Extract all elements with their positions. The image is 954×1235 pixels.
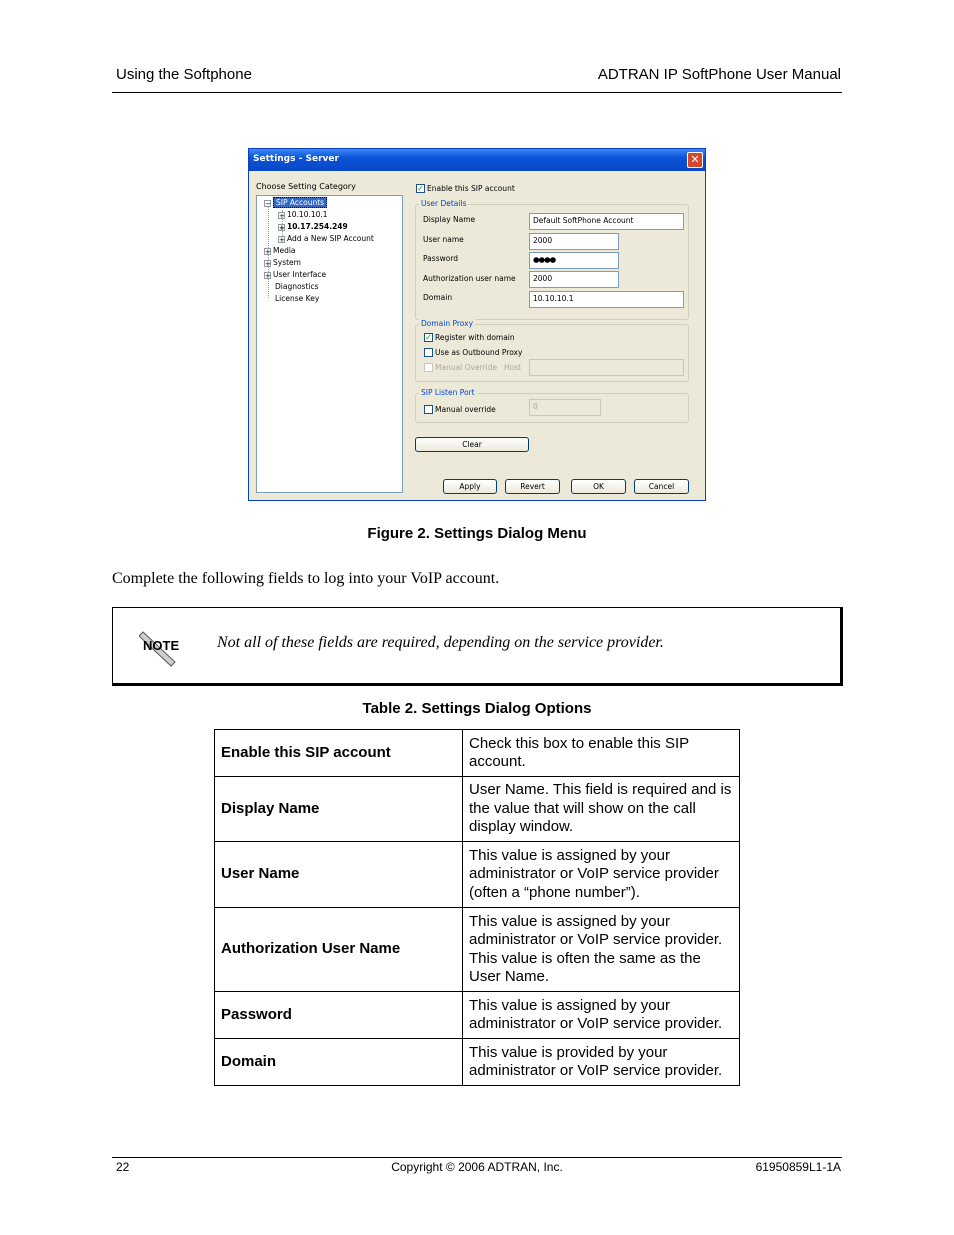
domain-label: Domain	[423, 293, 453, 302]
table-row	[215, 777, 740, 842]
figure-caption: Figure 2. Settings Dialog Menu	[367, 525, 587, 542]
tree-item-account[interactable]: + 10.10.10.1	[279, 210, 328, 220]
category-label: Choose Setting Category	[256, 182, 356, 191]
listen-manual-checkbox[interactable]	[424, 405, 433, 414]
tree-item-user-interface[interactable]: + User Interface	[265, 270, 327, 280]
tree-item-diagnostics[interactable]: Diagnostics	[275, 282, 319, 291]
ok-button[interactable]: OK	[571, 479, 626, 494]
running-header-section: Using the Softphone	[116, 66, 252, 83]
table-cell-field: Domain	[215, 1039, 463, 1086]
copyright: Copyright © 2006 ADTRAN, Inc.	[391, 1160, 563, 1174]
tree-item-license-key[interactable]: License Key	[275, 294, 320, 303]
domain-field[interactable]: 10.10.10.1	[529, 291, 684, 308]
running-header-title: ADTRAN IP SoftPhone User Manual	[597, 66, 841, 83]
table-cell-description: This value is assigned by your administrator or VoIP service provider.	[463, 992, 740, 1039]
table-cell-field: Enable this SIP account	[215, 730, 463, 777]
table-row	[215, 842, 740, 908]
listen-port-field[interactable]: 0	[529, 399, 601, 416]
footer-rule	[112, 1157, 842, 1158]
expand-icon[interactable]: +	[279, 211, 285, 220]
display-name-field[interactable]: Default SoftPhone Account	[529, 213, 684, 230]
host-label: Host	[504, 363, 522, 372]
table-cell-description: User Name. This field is required and is the value that will show on the call display window.	[463, 777, 740, 842]
table-cell-field: User Name	[215, 842, 463, 908]
collapse-icon[interactable]: −	[265, 199, 271, 208]
table-row	[215, 1039, 740, 1086]
table-cell-field: Password	[215, 992, 463, 1039]
table-cell-description: This value is provided by your administrator or VoIP service provider.	[463, 1039, 740, 1086]
enable-sip-label: Enable this SIP account	[427, 184, 515, 193]
settings-dialog	[248, 148, 706, 501]
register-domain-checkbox[interactable]	[424, 333, 433, 342]
tree-item-add-account[interactable]: + Add a New SIP Account	[279, 234, 374, 244]
listen-port-legend: SIP Listen Port	[421, 388, 475, 397]
listen-manual-label: Manual override	[435, 405, 496, 414]
outbound-proxy-label: Use as Outbound Proxy	[435, 348, 523, 357]
header-rule	[112, 92, 842, 93]
checkmark-icon: ✓	[425, 333, 432, 342]
tree-item-sip-accounts[interactable]: − SIP Accounts	[264, 198, 327, 207]
table-cell-description: Check this box to enable this SIP account.	[463, 730, 740, 777]
settings-options-table	[214, 729, 740, 1086]
password-label: Password	[423, 254, 459, 263]
expand-icon[interactable]: +	[279, 223, 285, 232]
tree-item-media[interactable]: + Media	[265, 246, 296, 256]
category-tree[interactable]	[256, 195, 403, 493]
dialog-titlebar	[249, 149, 705, 171]
auth-user-label: Authorization user name	[423, 274, 516, 283]
table-cell-field: Authorization User Name	[215, 908, 463, 992]
table-row	[215, 730, 740, 777]
user-name-label: User name	[423, 235, 464, 244]
table-cell-description: This value is assigned by your administrator or VoIP service provider. This value is often the same as the User Name.	[463, 908, 740, 992]
clear-button[interactable]: Clear	[415, 437, 529, 452]
manual-override-label: Manual Override	[435, 363, 498, 372]
tree-item-account[interactable]: + 10.17.254.249	[279, 222, 348, 232]
document-number: 61950859L1-1A	[755, 1160, 841, 1174]
outbound-proxy-checkbox[interactable]	[424, 348, 433, 357]
user-details-legend: User Details	[421, 199, 467, 208]
domain-proxy-legend: Domain Proxy	[421, 319, 474, 328]
manual-override-checkbox[interactable]	[424, 363, 433, 372]
note-box	[112, 607, 843, 686]
cancel-button[interactable]: Cancel	[634, 479, 689, 494]
apply-button[interactable]: Apply	[443, 479, 497, 494]
display-name-label: Display Name	[423, 215, 476, 224]
expand-icon[interactable]: +	[279, 235, 285, 244]
tree-item-system[interactable]: + System	[265, 258, 301, 268]
table-caption: Table 2. Settings Dialog Options	[362, 700, 592, 717]
auth-user-field[interactable]: 2000	[529, 271, 619, 288]
checkmark-icon: ✓	[417, 184, 424, 193]
expand-icon[interactable]: +	[265, 247, 271, 256]
expand-icon[interactable]: +	[265, 259, 271, 268]
note-icon	[139, 628, 181, 668]
user-name-field[interactable]: 2000	[529, 233, 619, 250]
intro-paragraph: Complete the following fields to log into your VoIP account.	[112, 570, 500, 587]
revert-button[interactable]: Revert	[505, 479, 560, 494]
note-icon-label: NOTE	[143, 638, 180, 653]
enable-sip-checkbox[interactable]	[416, 184, 425, 193]
dialog-title: Settings - Server	[253, 154, 339, 164]
page-number: 22	[116, 1160, 130, 1174]
table-cell-description: This value is assigned by your administrator or VoIP service provider (often a “phone number”).	[463, 842, 740, 908]
table-cell-field: Display Name	[215, 777, 463, 842]
table-row	[215, 992, 740, 1039]
register-domain-label: Register with domain	[435, 333, 515, 342]
close-icon[interactable]: ✕	[687, 152, 703, 168]
table-row	[215, 908, 740, 992]
password-field[interactable]: ●●●●	[529, 252, 619, 269]
note-text: Not all of these fields are required, depending on the service provider.	[217, 634, 664, 651]
expand-icon[interactable]: +	[265, 271, 271, 280]
host-field[interactable]	[529, 359, 684, 376]
